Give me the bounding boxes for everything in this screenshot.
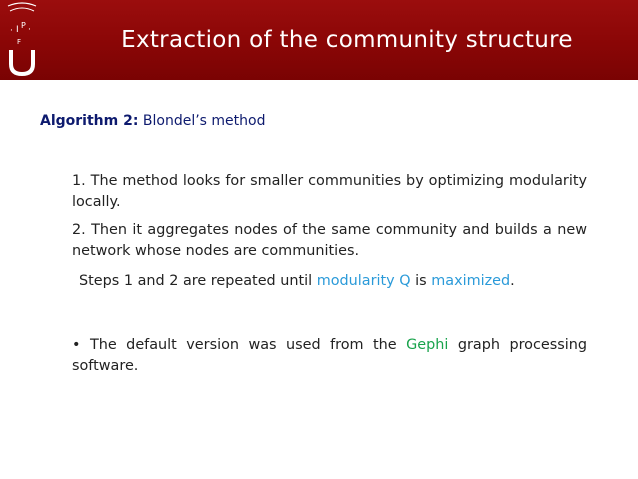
step-1-text: 1. The method looks for smaller communities by optimizing modularity locally.	[72, 173, 587, 210]
algorithm-heading	[40, 113, 265, 129]
repeat-note	[79, 271, 587, 292]
repeat-note-end: .	[510, 273, 515, 289]
slide-header	[0, 0, 638, 80]
repeat-note-middle: is	[410, 273, 432, 289]
svg-text:P: P	[21, 21, 26, 30]
svg-text:·: ·	[28, 25, 31, 35]
modularity-term: modularity Q	[316, 273, 411, 289]
slide-title: Extraction of the community structure	[121, 27, 573, 53]
svg-text:·: ·	[10, 26, 13, 36]
step-2-text: 2. Then it aggregates nodes of the same community and builds a new network whose nodes are communities.	[72, 222, 587, 259]
gephi-term: Gephi	[406, 337, 449, 353]
gephi-note-end: graph processing software.	[72, 337, 587, 374]
svg-text:F: F	[17, 38, 22, 46]
repeat-note-start: Steps 1 and 2 are repeated until	[79, 273, 317, 289]
algorithm-label: Algorithm 2:	[40, 113, 139, 129]
svg-text:I: I	[16, 25, 19, 35]
maximized-term: maximized	[431, 273, 511, 289]
gephi-note-start: • The default version was used from the	[72, 337, 407, 353]
university-logo-icon	[4, 0, 40, 80]
algorithm-name: Blondel’s method	[142, 113, 266, 129]
gephi-note	[72, 335, 587, 377]
